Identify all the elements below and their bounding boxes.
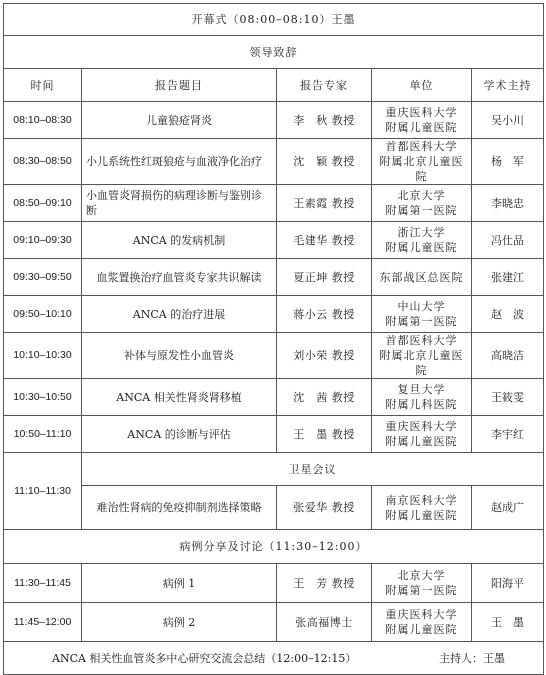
summary-host: 主持人：王墨	[439, 651, 506, 665]
leader-speech: 领导致辞	[4, 36, 544, 69]
case-row	[4, 564, 544, 603]
row-expert: 沈 茜 教授	[277, 379, 372, 416]
row-unit: 浙江大学 附属儿童医院	[372, 222, 472, 259]
row-topic: ANCA 的治疗进展	[82, 296, 277, 333]
summary-cell	[4, 642, 544, 675]
header-unit: 单位	[372, 69, 472, 102]
table-row	[4, 139, 544, 185]
header-host: 学术主持	[472, 69, 544, 102]
row-time: 09:30–09:50	[4, 259, 82, 296]
row-time: 09:10–09:30	[4, 222, 82, 259]
satellite-title: 卫星会议	[82, 453, 544, 486]
row-host: 杨 军	[472, 139, 544, 185]
header-time: 时间	[4, 69, 82, 102]
row-time: 08:50–09:10	[4, 185, 82, 222]
row-topic: 小儿系统性红斑狼疮与血液净化治疗	[82, 139, 277, 185]
row-unit: 北京大学 附属第一医院	[372, 185, 472, 222]
table-row	[4, 102, 544, 139]
row-host: 王筱雯	[472, 379, 544, 416]
row-unit: 中山大学 附属第一医院	[372, 296, 472, 333]
case-section-title: 病例分享及讨论（11:30–12:00）	[4, 530, 544, 564]
satellite-topic: 难治性肾病的免疫抑制剂选择策略	[82, 486, 277, 530]
row-topic: 补体与原发性小血管炎	[82, 333, 277, 379]
case-section-row	[4, 530, 544, 564]
satellite-unit: 南京医科大学 附属儿童医院	[372, 486, 472, 530]
satellite-title-row	[4, 453, 544, 486]
row-host: 赵 波	[472, 296, 544, 333]
case-host: 王 墨	[472, 603, 544, 642]
case-topic: 病例 2	[82, 603, 277, 642]
summary-title: ANCA 相关性血管炎多中心研究交流会总结（12:00–12:15）	[52, 651, 357, 665]
case-expert: 王 芳 教授	[277, 564, 372, 603]
row-host: 张建江	[472, 259, 544, 296]
row-host: 李晓忠	[472, 185, 544, 222]
satellite-host: 赵成广	[472, 486, 544, 530]
table-row	[4, 259, 544, 296]
row-expert: 王素霞 教授	[277, 185, 372, 222]
row-expert: 蒋小云 教授	[277, 296, 372, 333]
case-time: 11:30–11:45	[4, 564, 82, 603]
schedule-table	[3, 3, 544, 675]
row-host: 吴小川	[472, 102, 544, 139]
row-expert: 王 墨 教授	[277, 416, 372, 453]
opening-title: 开幕式（08:00–08:10）王墨	[4, 4, 544, 36]
case-time: 11:45–12:00	[4, 603, 82, 642]
leader-speech-row	[4, 36, 544, 69]
case-host: 阳海平	[472, 564, 544, 603]
row-time: 09:50–10:10	[4, 296, 82, 333]
row-expert: 刘小荣 教授	[277, 333, 372, 379]
row-host: 冯仕品	[472, 222, 544, 259]
schedule-sheet	[3, 3, 543, 675]
case-expert: 张高福博士	[277, 603, 372, 642]
row-topic: 血浆置换治疗血管炎专家共识解读	[82, 259, 277, 296]
row-expert: 夏正坤 教授	[277, 259, 372, 296]
row-unit: 重庆医科大学 附属儿童医院	[372, 102, 472, 139]
row-topic: ANCA 的发病机制	[82, 222, 277, 259]
row-host: 高晓洁	[472, 333, 544, 379]
row-topic: 小血管炎肾损伤的病理诊断与鉴别诊断	[82, 185, 277, 222]
table-row	[4, 333, 544, 379]
row-unit: 首都医科大学 附属北京儿童医院	[372, 333, 472, 379]
row-time: 08:30–08:50	[4, 139, 82, 185]
case-topic: 病例 1	[82, 564, 277, 603]
row-host: 李宇红	[472, 416, 544, 453]
row-time: 10:50–11:10	[4, 416, 82, 453]
case-unit: 北京大学 附属第一医院	[372, 564, 472, 603]
row-topic: ANCA 的诊断与评估	[82, 416, 277, 453]
row-unit: 东部战区总医院	[372, 259, 472, 296]
row-topic: ANCA 相关性肾炎肾移植	[82, 379, 277, 416]
case-unit: 重庆医科大学 附属儿童医院	[372, 603, 472, 642]
row-unit: 复旦大学 附属儿科医院	[372, 379, 472, 416]
header-expert: 报告专家	[277, 69, 372, 102]
row-topic: 儿童狼疮肾炎	[82, 102, 277, 139]
row-expert: 沈 颖 教授	[277, 139, 372, 185]
row-expert: 毛建华 教授	[277, 222, 372, 259]
case-row	[4, 603, 544, 642]
table-row	[4, 379, 544, 416]
row-time: 10:10–10:30	[4, 333, 82, 379]
satellite-expert: 张爱华 教授	[277, 486, 372, 530]
table-row	[4, 296, 544, 333]
opening-row	[4, 4, 544, 36]
summary-row	[4, 642, 544, 675]
table-row	[4, 222, 544, 259]
header-row	[4, 69, 544, 102]
satellite-time: 11:10–11:30	[4, 453, 82, 530]
row-time: 10:30–10:50	[4, 379, 82, 416]
row-unit: 首都医科大学 附属北京儿童医院	[372, 139, 472, 185]
satellite-row	[4, 486, 544, 530]
table-row	[4, 416, 544, 453]
row-unit: 重庆医科大学 附属儿童医院	[372, 416, 472, 453]
row-expert: 李 秋 教授	[277, 102, 372, 139]
row-time: 08:10–08:30	[4, 102, 82, 139]
header-topic: 报告题目	[82, 69, 277, 102]
table-row	[4, 185, 544, 222]
